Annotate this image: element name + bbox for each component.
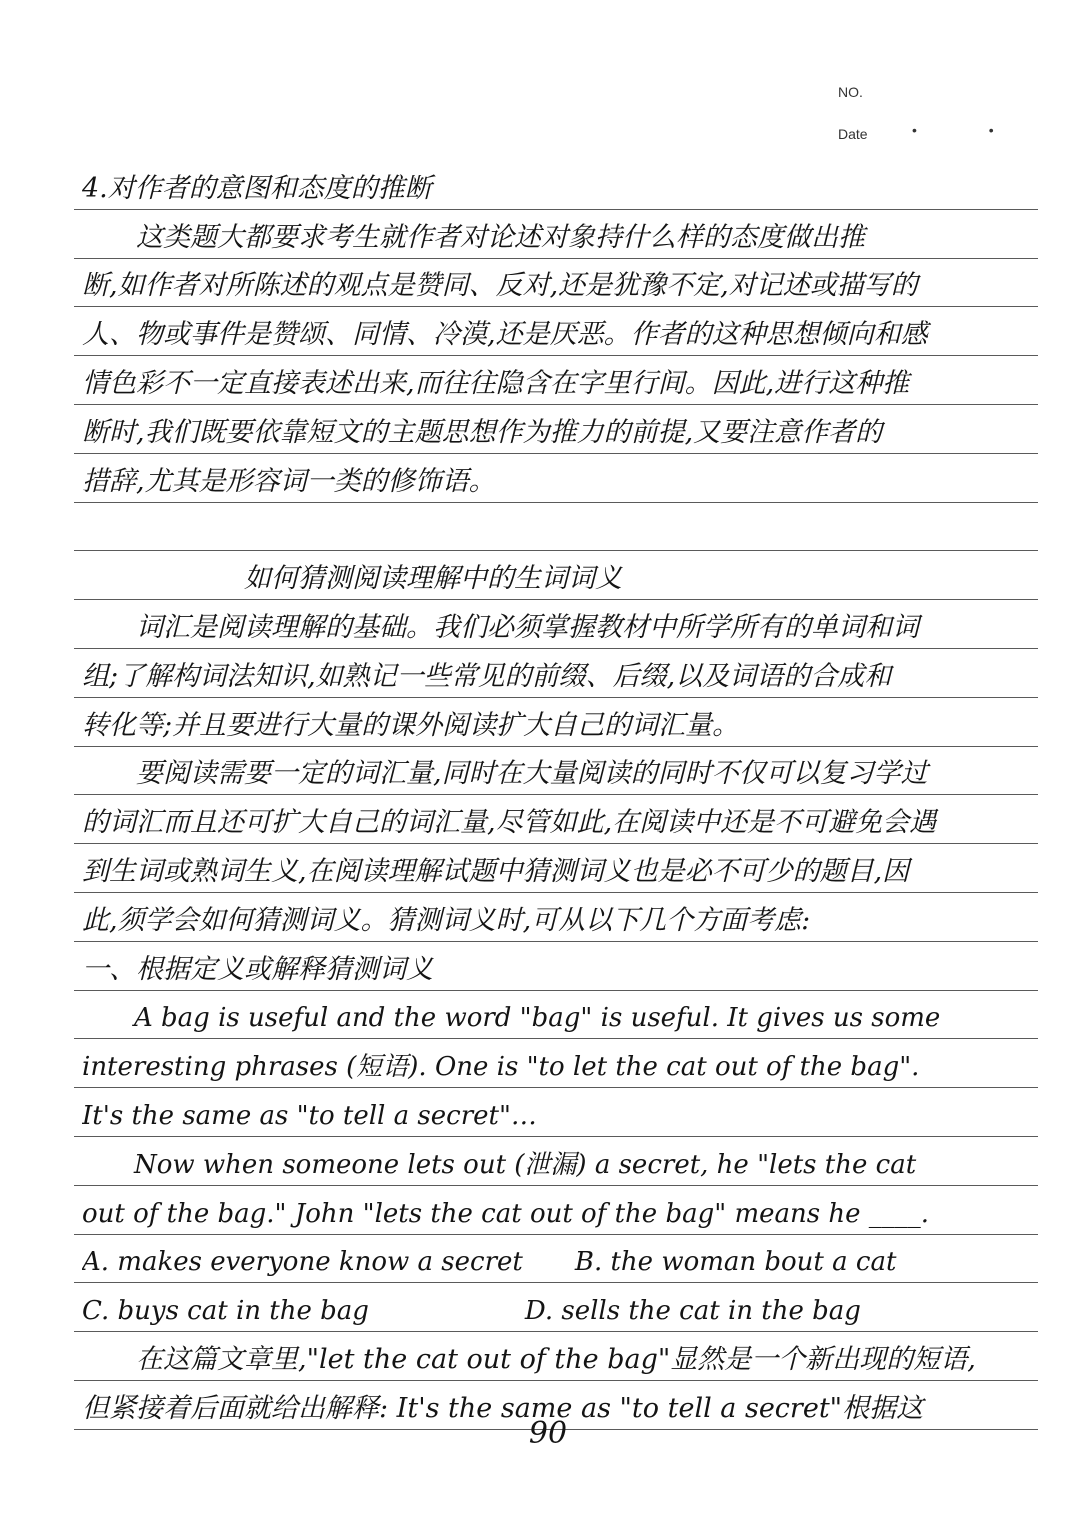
text-line: C. buys cat in the bag D. sells the cat in the bag: [82, 1296, 861, 1327]
no-label: NO.: [838, 84, 863, 100]
text-line: A bag is useful and the word "bag" is useful. It gives us some: [82, 1003, 941, 1034]
text-line: 此,须学会如何猜测词义。猜测词义时,可从以下几个方面考虑:: [82, 904, 811, 936]
text-line: 情色彩不一定直接表述出来,而往往隐含在字里行间。因此,进行这种推: [82, 368, 910, 399]
text-line: 的词汇而且还可扩大自己的词汇量,尽管如此,在阅读中还是不可避免会遇: [82, 807, 937, 839]
date-label: Date: [838, 126, 868, 142]
text-line: 但紧接着后面就给出解释: It's the same as "to tell a secret"根据这: [82, 1392, 924, 1424]
page-number: 90: [528, 1416, 568, 1451]
text-line: 断时,我们既要依靠短文的主题思想作为推力的前提,又要注意作者的: [82, 416, 883, 448]
text-line: 要阅读需要一定的词汇量,同时在大量阅读的同时不仅可以复习学过: [82, 758, 928, 790]
text-line: 断,如作者对所陈述的观点是赞同、反对,还是犹豫不定,对记述或描写的: [82, 270, 918, 302]
text-line: 人、物或事件是赞颂、同情、冷漠,还是厌恶。作者的这种思想倾向和感: [82, 319, 928, 351]
text-line: 组;了解构词法知识,如熟记一些常见的前缀、后缀,以及词语的合成和: [82, 660, 892, 692]
text-line: 这类题大都要求考生就作者对论述对象持什么样的态度做出推: [82, 221, 865, 253]
text-line: 如何猜测阅读理解中的生词词义: [82, 563, 622, 595]
text-line: out of the bag." John "lets the cat out of the bag" means he ____.: [82, 1198, 930, 1229]
text-line: Now when someone lets out (泄漏) a secret, he "lets the cat: [82, 1149, 917, 1180]
text-line: 到生词或熟词生义,在阅读理解试题中猜测词义也是必不可少的题目,因: [82, 856, 910, 887]
text-line: interesting phrases (短语). One is "to let the cat out of the bag".: [82, 1052, 920, 1083]
text-line: It's the same as "to tell a secret"…: [82, 1101, 537, 1131]
text-line: 一、根据定义或解释猜测词义: [82, 953, 433, 985]
text-line: 词汇是阅读理解的基础。我们必须掌握教材中所学所有的单词和词: [82, 612, 919, 643]
text-line: 在这篇文章里,"let the cat out of the bag"显然是一个新出现的短语,: [82, 1344, 976, 1375]
text-line: A. makes everyone know a secret B. the woman bout a cat: [82, 1247, 897, 1278]
text-line: 措辞,尤其是形容词一类的修饰语。: [82, 465, 496, 497]
text-line: 转化等;并且要进行大量的课外阅读扩大自己的词汇量。: [82, 709, 740, 741]
text-line: 4.对作者的意图和态度的推断: [82, 172, 432, 204]
text-line: [82, 508, 1032, 552]
date-dots: • •: [912, 122, 1028, 138]
